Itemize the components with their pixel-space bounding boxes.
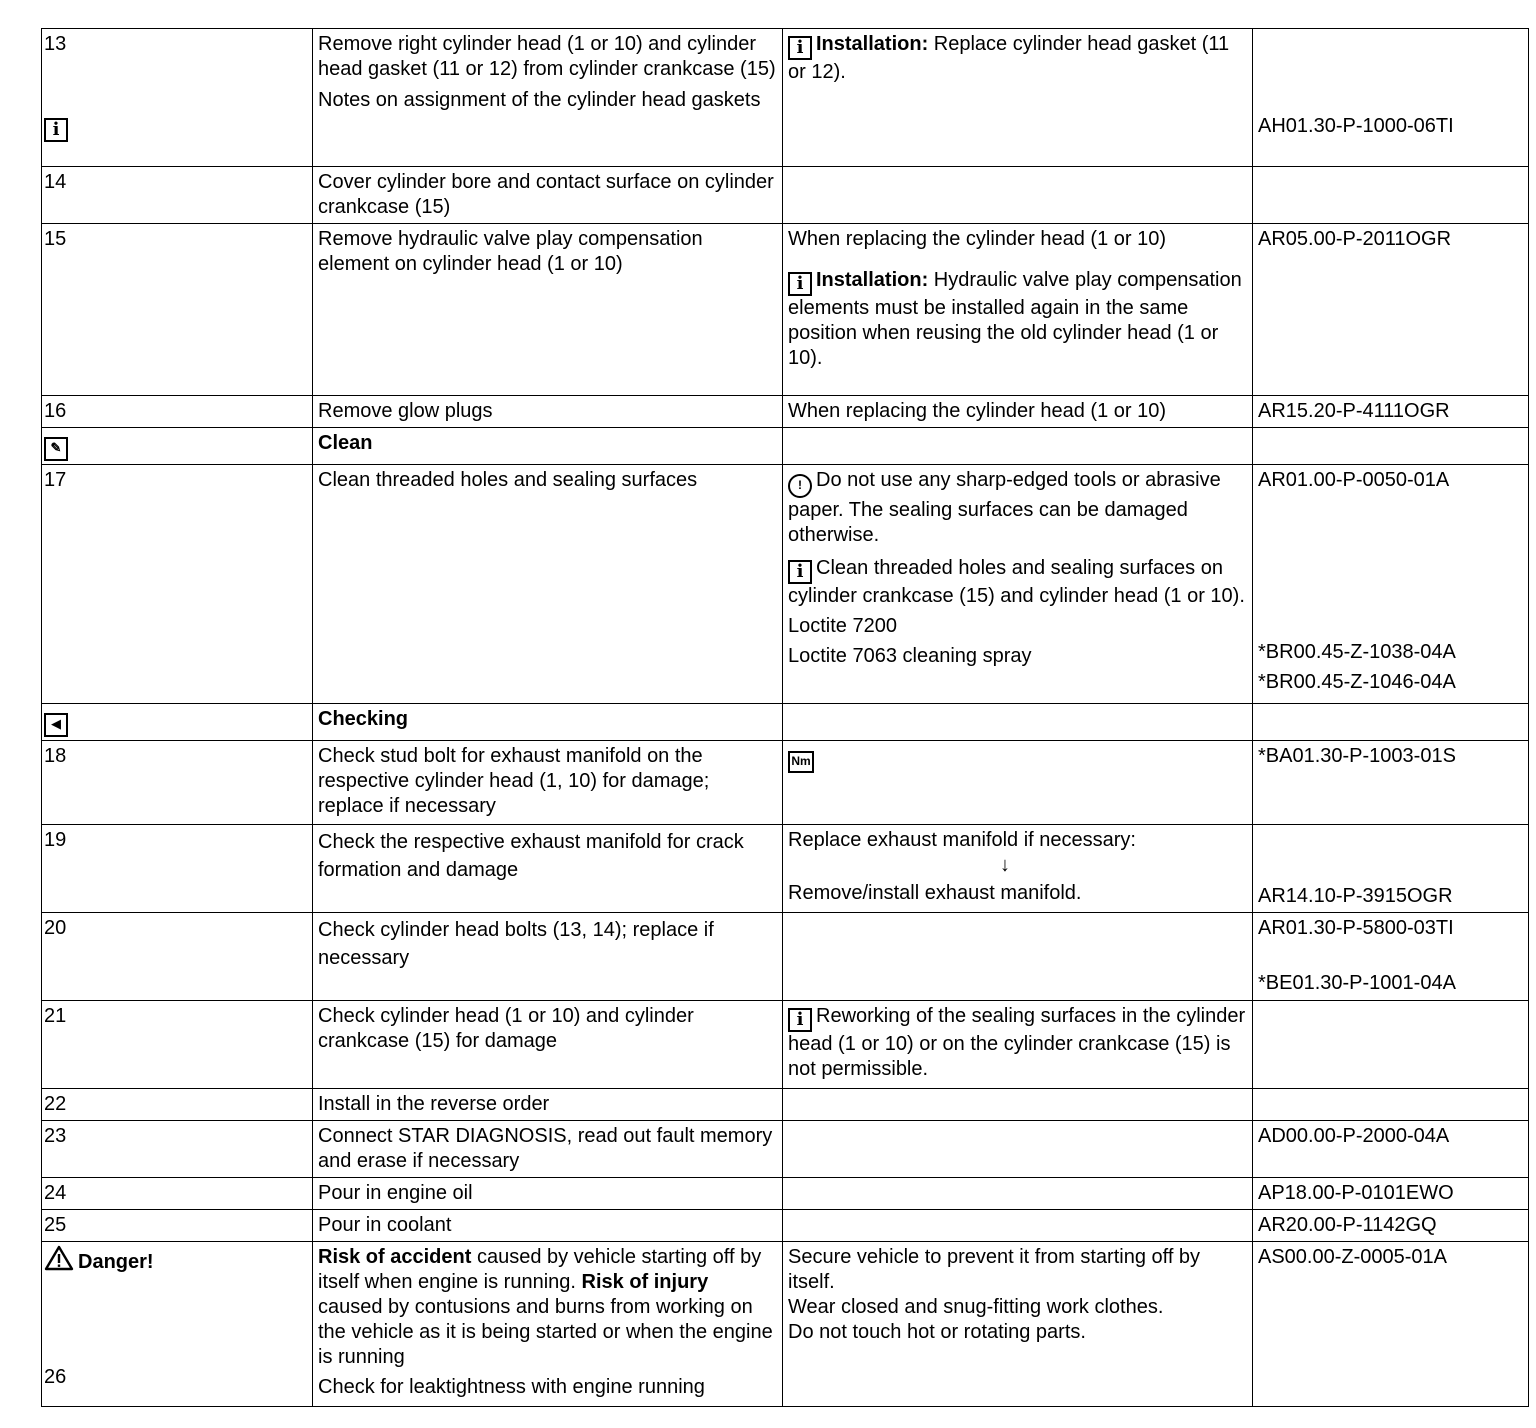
action-cell — [313, 465, 783, 704]
table-row — [42, 1121, 1529, 1178]
note-cell — [783, 1001, 1253, 1089]
action-cell — [313, 1001, 783, 1089]
note-cell — [783, 1242, 1253, 1407]
step-number: 19 — [44, 829, 67, 851]
step-number: 22 — [44, 1093, 67, 1115]
info-icon: i — [788, 560, 812, 584]
section-heading: Clean — [313, 428, 783, 465]
action-text: Pour in coolant — [318, 1214, 452, 1236]
note-label: Installation: — [816, 269, 929, 291]
reference-link[interactable]: AH01.30-P-1000-06TI — [1258, 115, 1454, 137]
reference-cell — [1253, 224, 1529, 396]
step-cell — [42, 1242, 313, 1407]
action-text: Install in the reverse order — [318, 1093, 550, 1115]
section-row-checking — [42, 704, 1529, 741]
reference-link[interactable]: AR01.30-P-5800-03TI — [1258, 917, 1454, 939]
step-number: 18 — [44, 745, 67, 767]
risk-label: Risk of injury — [581, 1271, 709, 1293]
note-cell — [783, 224, 1253, 396]
action-text: Connect STAR DIAGNOSIS, read out fault memory and erase if necessary — [318, 1125, 773, 1172]
info-icon: i — [788, 272, 812, 296]
note-cell — [783, 825, 1253, 913]
table-row — [42, 396, 1529, 428]
step-number: 14 — [44, 171, 67, 193]
risk-text: caused by vehicle starting off by itself when engine is running. — [318, 1246, 762, 1293]
note-text: Hydraulic valve play compensation elements must be installed again in the same position when reusing the old cylinder head (1 or 10). — [788, 269, 1242, 369]
step-number: 21 — [44, 1005, 67, 1027]
note-cell — [783, 465, 1253, 704]
action-cell — [313, 167, 783, 224]
note-cell — [783, 913, 1253, 1001]
info-icon: i — [788, 36, 812, 60]
reference-cell — [1253, 741, 1529, 825]
reference-link[interactable]: AR01.00-P-0050-01A — [1258, 469, 1450, 491]
note-cell — [783, 741, 1253, 825]
action-text: Cover cylinder bore and contact surface on cylinder crankcase (15) — [318, 171, 774, 218]
reference-link[interactable]: *BA01.30-P-1003-01S — [1258, 745, 1456, 767]
note-cell — [783, 396, 1253, 428]
section-icon-cell — [42, 704, 313, 741]
table-row — [42, 1089, 1529, 1121]
note-text: Wear closed and snug-fitting work clothes. — [788, 1296, 1164, 1318]
step-number: 24 — [44, 1182, 67, 1204]
reference-cell — [1253, 913, 1529, 1001]
step-cell — [42, 913, 313, 1001]
step-cell — [42, 741, 313, 825]
step-cell — [42, 1001, 313, 1089]
note-text: When replacing the cylinder head (1 or 10) — [788, 228, 1166, 250]
step-cell — [42, 1121, 313, 1178]
reference-link[interactable]: AR14.10-P-3915OGR — [1258, 885, 1453, 907]
action-text: Check cylinder head bolts (13, 14); replace if necessary — [318, 919, 714, 969]
step-number: 26 — [44, 1366, 67, 1388]
table-row — [42, 224, 1529, 396]
reference-cell — [1253, 29, 1529, 167]
warning-triangle-icon — [44, 1245, 74, 1278]
action-cell — [313, 741, 783, 825]
reference-cell — [1253, 1121, 1529, 1178]
action-text: Check for leaktightness with engine running — [318, 1376, 705, 1398]
action-cell — [313, 913, 783, 1001]
step-cell — [42, 29, 313, 167]
action-text: Check cylinder head (1 or 10) and cylinder crankcase (15) for damage — [318, 1005, 694, 1052]
note-text: Replace cylinder head gasket (11 or 12). — [788, 33, 1230, 83]
step-cell — [42, 167, 313, 224]
step-number: 13 — [44, 33, 67, 55]
info-icon: i — [44, 118, 68, 142]
note-text: Do not use any sharp-edged tools or abrasive paper. The sealing surfaces can be damaged otherwise. — [788, 469, 1221, 546]
table-row — [42, 465, 1529, 704]
note-cell — [783, 29, 1253, 167]
reference-link[interactable]: *BE01.30-P-1001-04A — [1258, 972, 1456, 994]
checking-icon: ◀ — [44, 713, 68, 737]
action-text: Check stud bolt for exhaust manifold on the respective cylinder head (1, 10) for damage; replace if necessary — [318, 745, 710, 817]
step-number: 16 — [44, 400, 67, 422]
step-cell — [42, 465, 313, 704]
note-cell — [783, 167, 1253, 224]
step-cell — [42, 1089, 313, 1121]
work-procedure-table — [41, 28, 1529, 1407]
note-text: Do not touch hot or rotating parts. — [788, 1321, 1086, 1343]
section-icon-cell — [42, 428, 313, 465]
note-label: Installation: — [816, 33, 929, 55]
action-text: Remove right cylinder head (1 or 10) and cylinder head gasket (11 or 12) from cylinder crankcase (15) — [318, 33, 776, 80]
action-text: Clean threaded holes and sealing surfaces — [318, 469, 698, 491]
reference-link[interactable]: AD00.00-P-2000-04A — [1258, 1125, 1450, 1147]
reference-cell — [1253, 825, 1529, 913]
step-cell — [42, 1210, 313, 1242]
info-icon: i — [788, 1008, 812, 1032]
note-text: Replace exhaust manifold if necessary: — [788, 829, 1136, 851]
arrow-down-icon: ↓ — [1000, 854, 1010, 876]
note-text: When replacing the cylinder head (1 or 10) — [788, 400, 1166, 422]
reference-cell — [1253, 1242, 1529, 1407]
reference-cell — [1253, 465, 1529, 704]
risk-text: caused by contusions and burns from working on the vehicle as it is being started or when the engine is running — [318, 1296, 773, 1368]
note-cell — [783, 1178, 1253, 1210]
table-row — [42, 1210, 1529, 1242]
caution-icon: ! — [788, 474, 812, 498]
action-cell — [313, 825, 783, 913]
step-number: 23 — [44, 1125, 67, 1147]
reference-link[interactable]: AP18.00-P-0101EWO — [1258, 1182, 1454, 1204]
note-text: Reworking of the sealing surfaces in the cylinder head (1 or 10) or on the cylinder crankcase (15) is not permissible. — [788, 1005, 1246, 1080]
action-text: Remove glow plugs — [318, 400, 493, 422]
material-item: Loctite 7063 cleaning spray — [788, 645, 1032, 667]
action-cell — [313, 1210, 783, 1242]
note-cell — [783, 1121, 1253, 1178]
step-cell — [42, 825, 313, 913]
action-text: Notes on assignment of the cylinder head gaskets — [318, 89, 761, 111]
table-row — [42, 1001, 1529, 1089]
table-row — [42, 741, 1529, 825]
step-cell — [42, 1178, 313, 1210]
note-cell — [783, 1089, 1253, 1121]
step-cell — [42, 224, 313, 396]
risk-label: Risk of accident — [318, 1246, 472, 1268]
table-row — [42, 825, 1529, 913]
reference-link[interactable]: AR05.00-P-2011OGR — [1258, 228, 1452, 250]
step-number: 25 — [44, 1214, 67, 1236]
action-text: Check the respective exhaust manifold for crack formation and damage — [318, 831, 744, 881]
action-text: Remove hydraulic valve play compensation element on cylinder head (1 or 10) — [318, 228, 703, 275]
table-row — [42, 29, 1529, 167]
reference-link[interactable]: AR20.00-P-1142GQ — [1258, 1214, 1437, 1236]
step-number: 17 — [44, 469, 67, 491]
note-text: Remove/install exhaust manifold. — [788, 882, 1082, 904]
reference-cell — [1253, 1210, 1529, 1242]
table-row — [42, 167, 1529, 224]
note-text: Secure vehicle to prevent it from starting off by itself. — [788, 1246, 1201, 1293]
clean-icon: ✎ — [44, 437, 68, 461]
action-cell — [313, 1242, 783, 1407]
table-row — [42, 913, 1529, 1001]
action-cell — [313, 29, 783, 167]
action-cell — [313, 1121, 783, 1178]
reference-link[interactable]: AS00.00-Z-0005-01A — [1258, 1246, 1448, 1268]
reference-cell — [1253, 1089, 1529, 1121]
action-cell — [313, 396, 783, 428]
danger-label: Danger! — [78, 1251, 154, 1273]
action-cell — [313, 1089, 783, 1121]
reference-link[interactable]: AR15.20-P-4111OGR — [1258, 400, 1450, 422]
action-cell — [313, 224, 783, 396]
torque-icon: Nm — [788, 751, 814, 773]
table-row — [42, 1178, 1529, 1210]
step-number: 20 — [44, 917, 67, 939]
reference-cell — [1253, 1178, 1529, 1210]
reference-cell — [1253, 167, 1529, 224]
section-heading: Checking — [313, 704, 783, 741]
note-text: Clean threaded holes and sealing surfaces on cylinder crankcase (15) and cylinder head (1 or 10). — [788, 557, 1245, 607]
note-cell — [783, 1210, 1253, 1242]
table-row — [42, 1242, 1529, 1407]
material-item: Loctite 7200 — [788, 615, 897, 637]
reference-cell — [1253, 396, 1529, 428]
reference-link[interactable]: *BR00.45-Z-1046-04A — [1258, 671, 1456, 693]
step-number: 15 — [44, 228, 67, 250]
reference-link[interactable]: *BR00.45-Z-1038-04A — [1258, 641, 1456, 663]
action-cell — [313, 1178, 783, 1210]
reference-cell — [1253, 1001, 1529, 1089]
step-cell — [42, 396, 313, 428]
section-row-clean — [42, 428, 1529, 465]
action-text: Pour in engine oil — [318, 1182, 473, 1204]
